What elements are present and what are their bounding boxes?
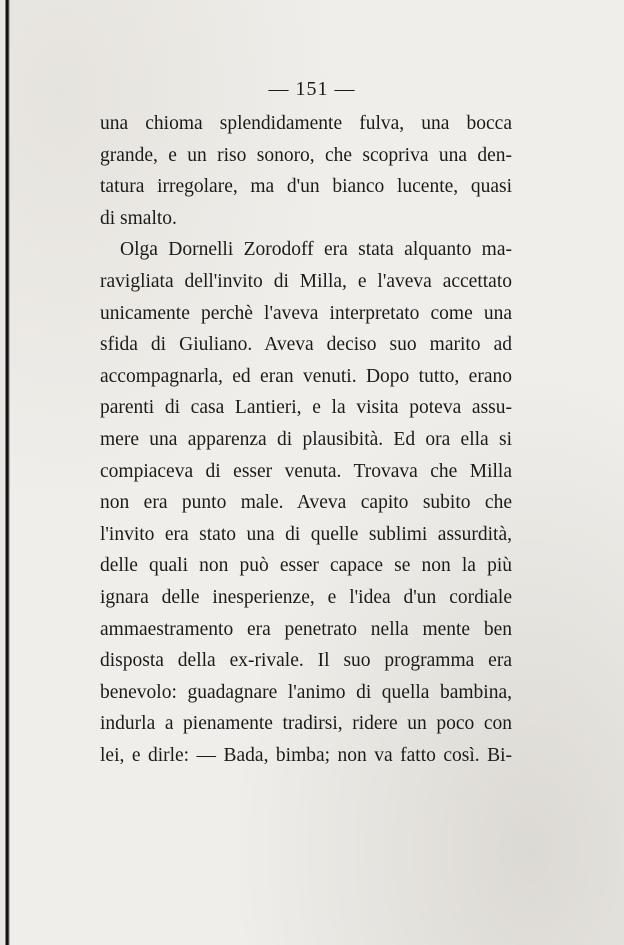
text-line: mere una apparenza di plausibità. Ed ora ella si xyxy=(100,428,512,450)
text-line: ignara delle inesperienze, e l'idea d'un cordiale xyxy=(100,586,512,608)
page-number: — 151 — xyxy=(268,78,356,100)
text-line: benevolo: guadagnare l'animo di quella bambina, xyxy=(100,681,512,703)
text-line: ammaestramento era penetrato nella mente ben xyxy=(100,618,512,640)
text-line: l'invito era stato una di quelle sublimi assurdità, xyxy=(100,523,512,545)
text-line: indurla a pienamente tradirsi, ridere un poco con xyxy=(100,713,512,735)
body-text xyxy=(100,108,512,771)
text-line: accompagnarla, ed eran venuti. Dopo tutto, erano xyxy=(100,365,512,387)
text-line: Olga Dornelli Zorodoff era stata alquanto ma- xyxy=(120,239,512,261)
text-line: unicamente perchè l'aveva interpretato come una xyxy=(100,302,512,324)
text-line: lei, e dirle: — Bada, bimba; non va fatto così. Bi- xyxy=(100,744,512,766)
text-line: delle quali non può esser capace se non la più xyxy=(100,555,512,577)
text-line: sfida di Giuliano. Aveva deciso suo marito ad xyxy=(100,334,512,356)
text-line: ravigliata dell'invito di Milla, e l'aveva accettato xyxy=(100,270,512,292)
text-line: di smalto. xyxy=(100,207,177,229)
text-line: parenti di casa Lantieri, e la visita poteva assu- xyxy=(100,397,512,419)
text-line: compiaceva di esser venuta. Trovava che Milla xyxy=(100,460,512,482)
text-line: non era punto male. Aveva capito subito che xyxy=(100,492,512,514)
binding-edge xyxy=(0,0,10,945)
text-line: tatura irregolare, ma d'un bianco lucente, quasi xyxy=(100,176,512,198)
text-line: una chioma splendidamente fulva, una bocca xyxy=(100,113,512,134)
text-line: disposta della ex-rivale. Il suo programma era xyxy=(100,650,512,672)
text-line: grande, e un riso sonoro, che scopriva una den- xyxy=(100,144,512,166)
